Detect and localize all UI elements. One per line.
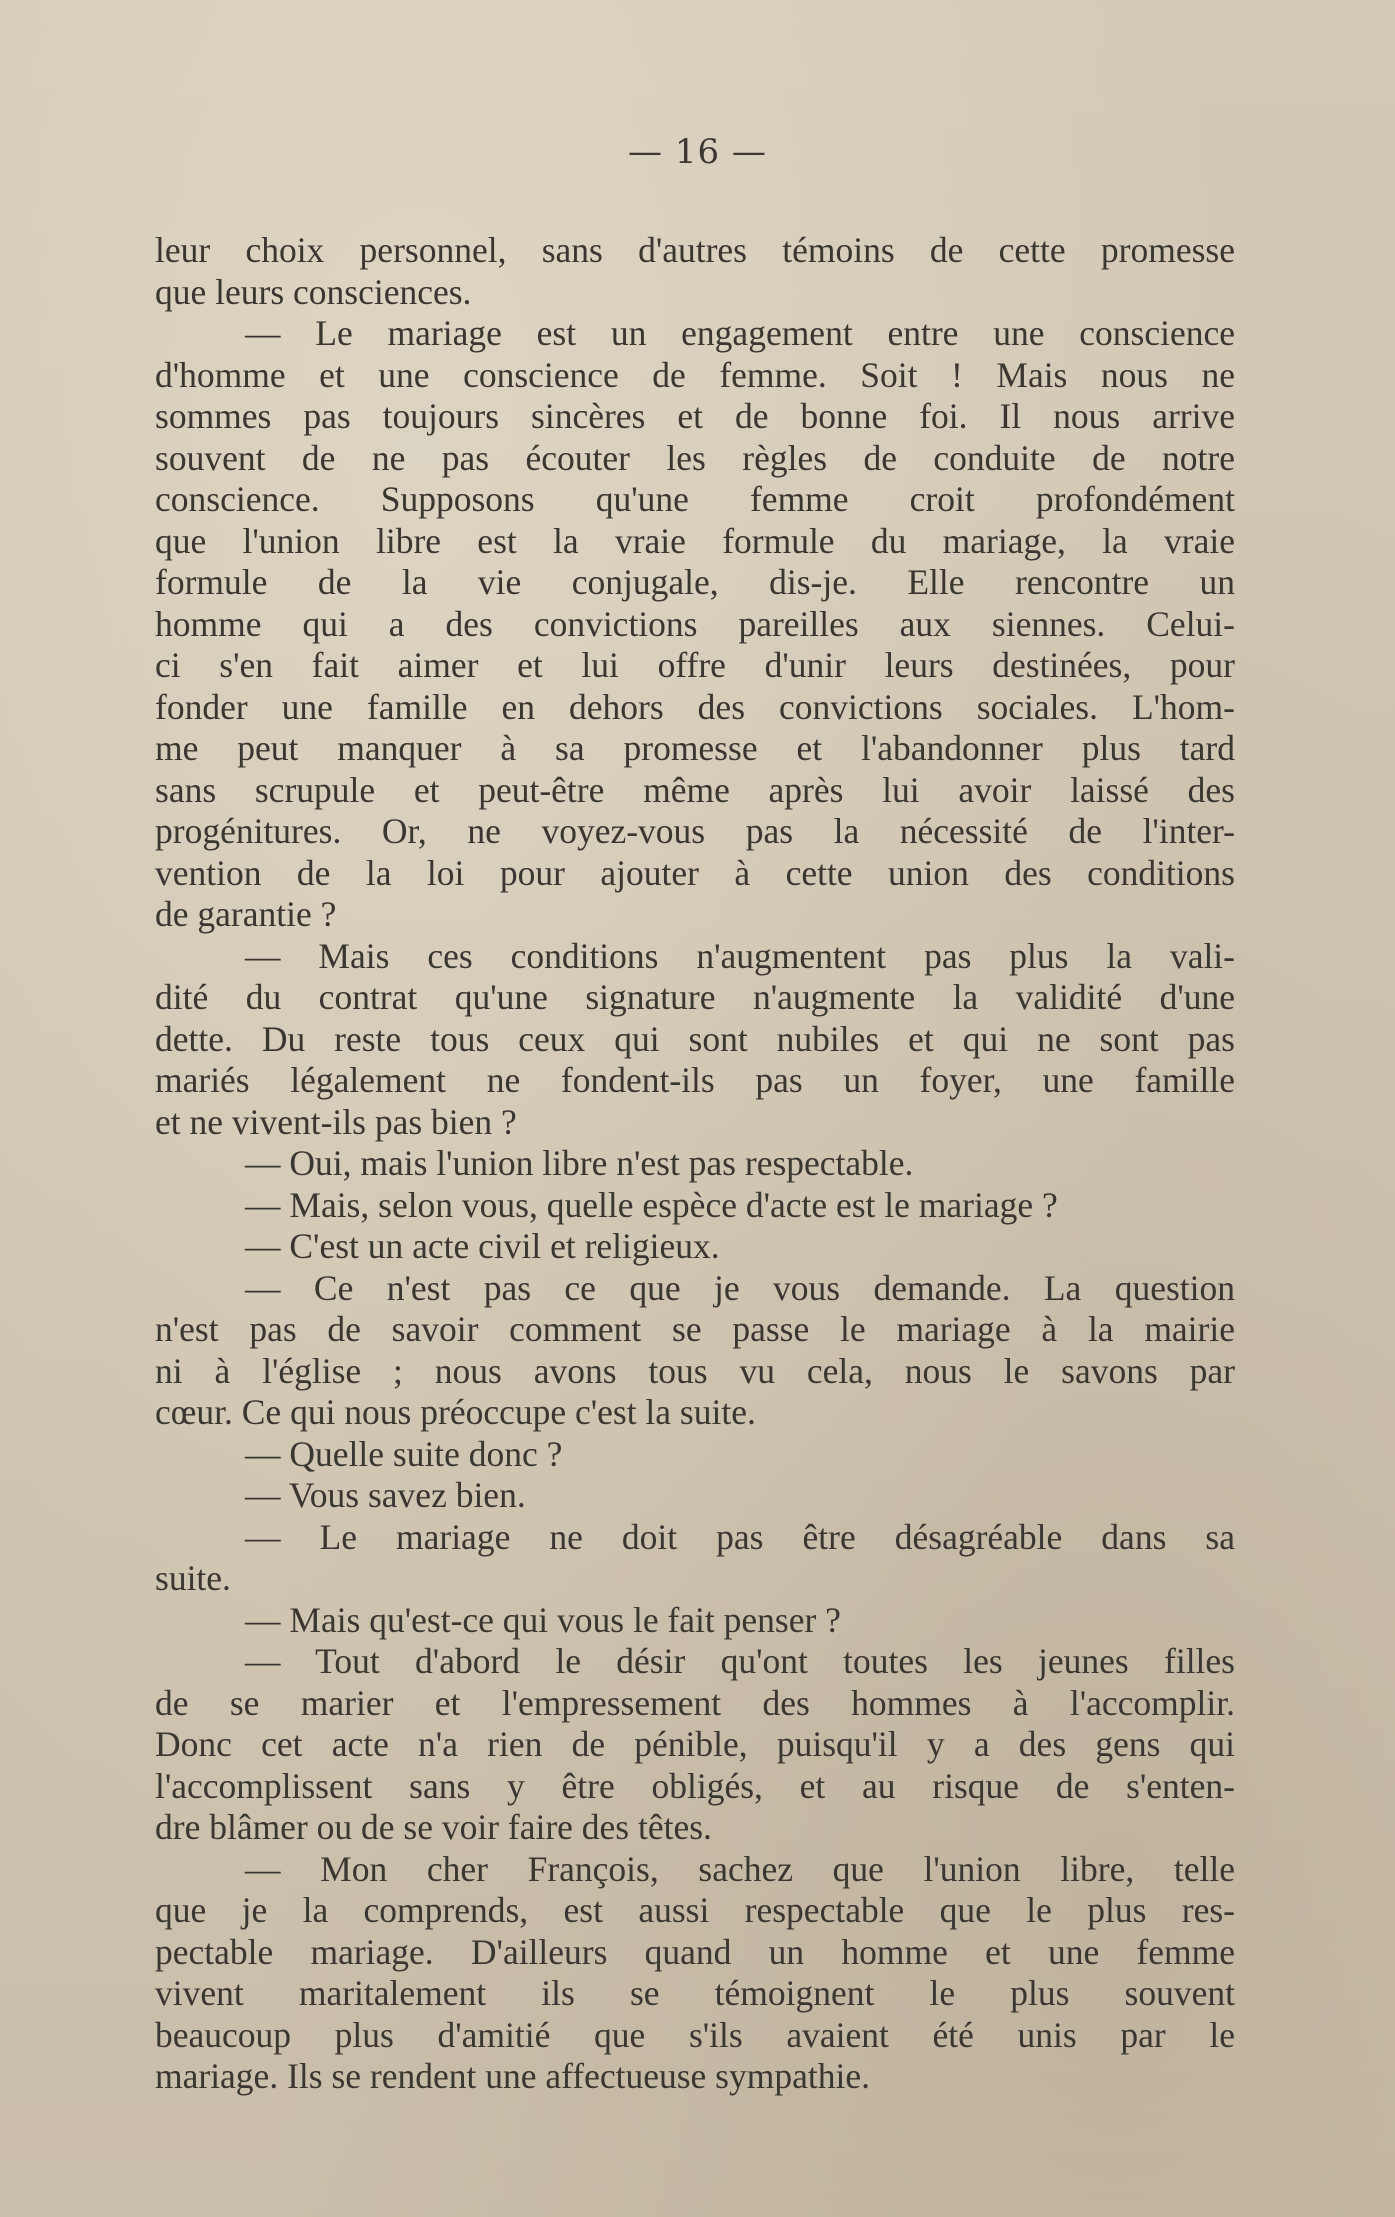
text-line: que je la comprends, est aussi respectable que le plus res-	[155, 1890, 1235, 1930]
text-line: mariage. Ils se rendent une affectueuse sympathie.	[155, 2056, 870, 2096]
text-line: suite.	[155, 1558, 231, 1598]
text-line: dre blâmer ou de se voir faire des têtes.	[155, 1807, 712, 1847]
text-line: sommes pas toujours sincères et de bonne foi. Il nous arrive	[155, 396, 1235, 436]
text-line: vention de la loi pour ajouter à cette union des conditions	[155, 852, 1235, 893]
page-body-text	[155, 230, 1235, 2098]
text-line: mariés légalement ne fondent-ils pas un foyer, une famille	[155, 1060, 1235, 1100]
text-line: et ne vivent-ils pas bien ?	[155, 1101, 517, 1142]
text-line: — Mais qu'est-ce qui vous le fait penser ?	[245, 1599, 841, 1640]
text-line: d'homme et une conscience de femme. Soit ! Mais nous ne	[155, 354, 1235, 395]
text-line: — Quelle suite donc ?	[245, 1433, 563, 1474]
text-line: cœur. Ce qui nous préoccupe c'est la suite.	[155, 1392, 756, 1432]
text-line: l'accomplissent sans y être obligés, et au risque de s'enten-	[155, 1765, 1235, 1806]
text-line: vivent maritalement ils se témoignent le plus souvent	[155, 1973, 1235, 2013]
text-line: pectable mariage. D'ailleurs quand un homme et une femme	[155, 1931, 1235, 1972]
text-line: — C'est un acte civil et religieux.	[245, 1226, 720, 1266]
text-line: de se marier et l'empressement des hommes à l'accomplir.	[155, 1682, 1235, 1723]
text-line: dette. Du reste tous ceux qui sont nubiles et qui ne sont pas	[155, 1018, 1235, 1059]
text-line: progénitures. Or, ne voyez-vous pas la nécessité de l'inter-	[155, 811, 1235, 851]
text-line: Donc cet acte n'a rien de pénible, puisqu'il y a des gens qui	[155, 1724, 1235, 1764]
text-line: sans scrupule et peut-être même après lui avoir laissé des	[155, 769, 1235, 810]
text-line: leur choix personnel, sans d'autres témoins de cette promesse	[155, 230, 1235, 270]
page-number: — 16 —	[628, 132, 767, 172]
text-line: ni à l'église ; nous avons tous vu cela, nous le savons par	[155, 1350, 1235, 1391]
text-line: fonder une famille en dehors des convictions sociales. L'hom-	[155, 686, 1235, 727]
text-line: de garantie ?	[155, 894, 337, 934]
text-line: — Ce n'est pas ce que je vous demande. La question	[245, 1267, 1235, 1308]
text-line: — Oui, mais l'union libre n'est pas respectable.	[245, 1143, 914, 1183]
text-line: — Vous savez bien.	[245, 1475, 526, 1515]
text-line: que leurs consciences.	[155, 271, 472, 312]
text-line: dité du contrat qu'une signature n'augmente la validité d'une	[155, 977, 1235, 1017]
text-line: souvent de ne pas écouter les règles de conduite de notre	[155, 437, 1235, 478]
text-line: ci s'en fait aimer et lui offre d'unir leurs destinées, pour	[155, 645, 1235, 685]
text-line: — Mon cher François, sachez que l'union libre, telle	[245, 1848, 1235, 1889]
text-line: conscience. Supposons qu'une femme croit profondément	[155, 479, 1235, 519]
text-line: — Mais ces conditions n'augmentent pas plus la vali-	[245, 935, 1235, 976]
text-line: homme qui a des convictions pareilles aux siennes. Celui-	[155, 603, 1235, 644]
text-line: que l'union libre est la vraie formule du mariage, la vraie	[155, 520, 1235, 561]
text-line: beaucoup plus d'amitié que s'ils avaient été unis par le	[155, 2014, 1235, 2055]
text-line: me peut manquer à sa promesse et l'abandonner plus tard	[155, 728, 1235, 768]
text-line: — Le mariage est un engagement entre une conscience	[245, 313, 1235, 353]
text-line: — Le mariage ne doit pas être désagréable dans sa	[245, 1516, 1235, 1557]
text-line: — Mais, selon vous, quelle espèce d'acte est le mariage ?	[245, 1184, 1058, 1225]
text-line: formule de la vie conjugale, dis-je. Elle rencontre un	[155, 562, 1235, 602]
text-line: — Tout d'abord le désir qu'ont toutes les jeunes filles	[245, 1641, 1235, 1681]
text-line: n'est pas de savoir comment se passe le mariage à la mairie	[155, 1309, 1235, 1349]
